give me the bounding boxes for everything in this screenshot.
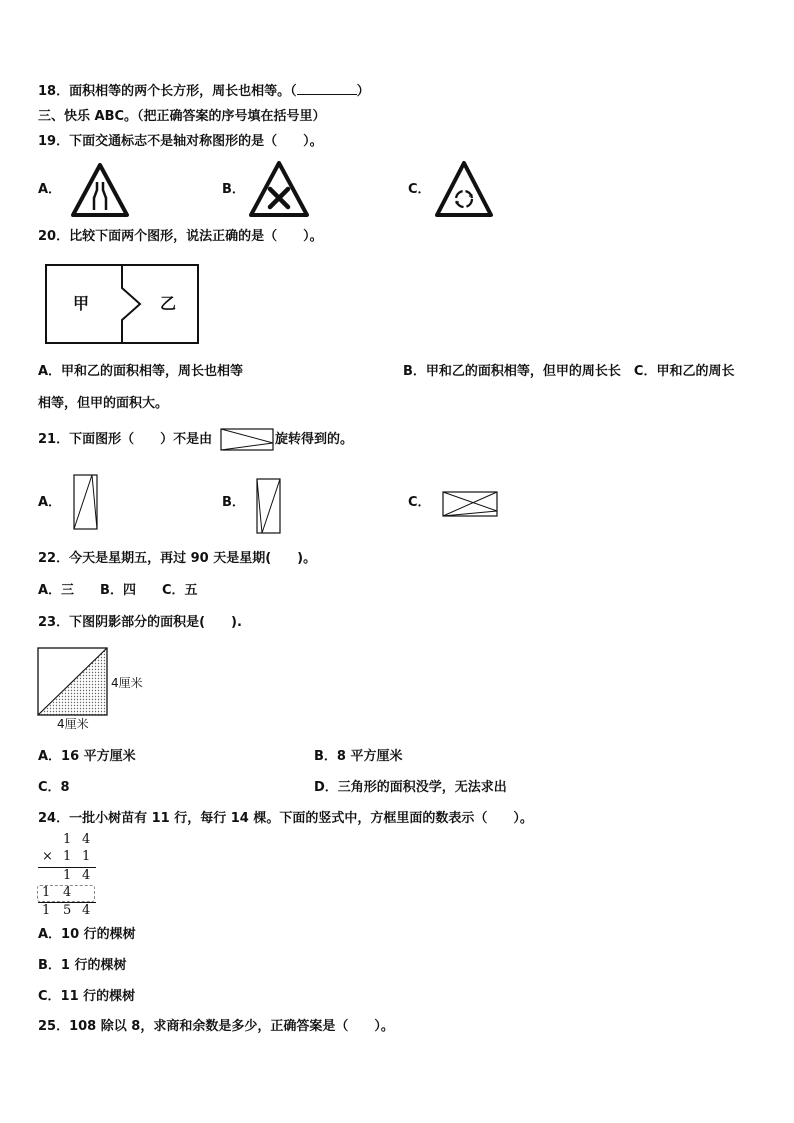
q21-question-end: 旋转得到的。	[275, 432, 354, 447]
q18-close: ）	[356, 84, 370, 99]
shaded-square-figure	[37, 647, 109, 717]
q19-option-b-label: B．	[222, 182, 245, 197]
q21-question-start: 21．下面图形（ ）不是由	[38, 432, 213, 447]
figure-label-yi: 乙	[160, 294, 177, 313]
q18-answer-blank[interactable]	[297, 82, 357, 95]
option-c-rectangle	[442, 491, 498, 517]
vertical-multiplication	[36, 832, 100, 922]
q19-option-a-label: A．	[38, 182, 62, 197]
calc-digit: 1	[63, 849, 72, 864]
q21-option-c-label: C．	[408, 495, 431, 510]
calc-digit: 4	[63, 885, 72, 900]
crossroad-warning-sign-icon	[248, 160, 310, 218]
side-length-label: 4厘米	[111, 676, 143, 690]
calc-digit: 1	[42, 885, 51, 900]
q20-option-c-continued: 相等，但甲的面积大。	[38, 396, 169, 411]
q18-text: 18．面积相等的两个长方形，周长也相等。（	[38, 84, 297, 99]
option-a-rotated-rectangle	[73, 474, 98, 530]
q19-question: 19．下面交通标志不是轴对称图形的是（ ）。	[38, 134, 323, 149]
calc-digit: 1	[63, 832, 72, 847]
calc-digit: 1	[63, 868, 72, 883]
q23-question: 23．下图阴影部分的面积是( ).	[38, 615, 242, 630]
q23-option-c: C．8	[38, 780, 70, 795]
q23-option-a: A．16 平方厘米	[38, 749, 136, 764]
q24-question: 24．一批小树苗有 11 行，每行 14 棵。下面的竖式中，方框里面的数表示（ ）。	[38, 811, 533, 826]
q23-option-d: D．三角形的面积没学，无法求出	[314, 780, 507, 795]
q21-option-b-label: B．	[222, 495, 245, 510]
q22-options: A．三 B．四 C．五	[38, 583, 198, 598]
option-b-rotated-rectangle	[256, 478, 281, 534]
q24-option-a: A．10 行的棵树	[38, 927, 136, 942]
calc-digit: 4	[82, 903, 91, 918]
figure-label-jia: 甲	[73, 294, 90, 313]
calc-digit: 5	[63, 903, 72, 918]
multiply-sign: ×	[42, 849, 53, 864]
roundabout-sign-icon	[434, 160, 494, 218]
jia-yi-figure	[45, 264, 200, 345]
narrow-road-sign-icon	[70, 162, 130, 218]
q23-option-b: B．8 平方厘米	[314, 749, 403, 764]
q24-option-b: B．1 行的棵树	[38, 958, 127, 973]
calc-digit: 1	[82, 849, 91, 864]
q19-option-c-label: C．	[408, 182, 431, 197]
q20-option-b-c: B．甲和乙的面积相等，但甲的周长长 C．甲和乙的周长	[403, 364, 735, 379]
calc-digit: 4	[82, 832, 91, 847]
q18-line	[38, 82, 370, 101]
q25-question: 25．108 除以 8，求商和余数是多少，正确答案是（ ）。	[38, 1019, 394, 1034]
q20-question: 20．比较下面两个图形，说法正确的是（ ）。	[38, 229, 323, 244]
q22-question: 22．今天是星期五，再过 90 天是星期( )。	[38, 551, 317, 566]
source-rectangle-figure	[220, 428, 274, 451]
bottom-length-label: 4厘米	[57, 717, 89, 731]
section3-heading: 三、快乐 ABC。（把正确答案的序号填在括号里）	[38, 109, 326, 124]
calc-digit: 4	[82, 868, 91, 883]
q21-option-a-label: A．	[38, 495, 62, 510]
calc-digit: 1	[42, 903, 51, 918]
q24-option-c: C．11 行的棵树	[38, 989, 136, 1004]
q20-option-a: A．甲和乙的面积相等，周长也相等	[38, 364, 244, 379]
